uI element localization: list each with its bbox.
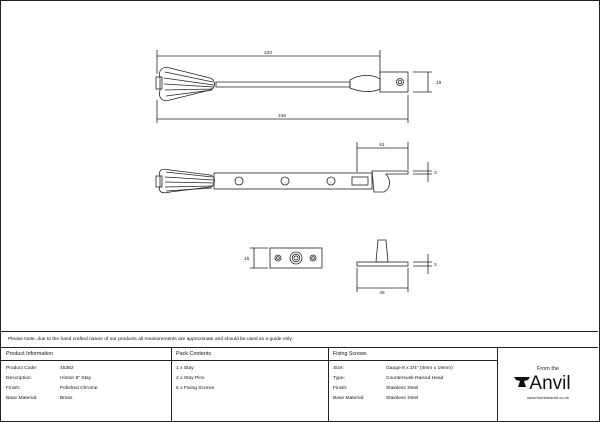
dim-plate-width: 16 [244,257,250,262]
dim-pin-thickness: 3 [434,263,437,268]
logo-tagline: From the [536,366,560,372]
logo-brand: Anvil [529,373,571,394]
dim-pin-depth: 45 [379,291,385,296]
description-label: Description: [6,376,32,381]
base-material-label: Base Material: [6,396,38,401]
dimension-lines-pin [357,254,432,292]
anvil-icon [514,377,530,387]
pack-item: 6 x Fixing Screws [176,386,215,391]
product-code-value: 45362 [60,366,74,371]
stay-side-view [156,169,408,193]
product-code-label: Product Code: [6,366,38,371]
screw-material-label: Base Material: [333,396,365,401]
from-the-anvil-logo [508,363,588,403]
dim-total-length: 246 [277,114,287,119]
stay-top-view [156,67,408,100]
dimension-lines-side [357,142,432,182]
disclaimer-note: Please Note, due to the hand crafted nature of our products all measurements are approximate and should be used as a guide only. [8,337,293,342]
divider-table [0,347,598,348]
screw-finish-value: Stainless Steel [386,386,419,391]
dim-side-thickness: 3 [434,171,437,176]
product-info-heading: Product Information [6,351,54,357]
header-divider [0,360,497,361]
dimension-lines-top [157,50,432,123]
screw-type-value: Countersunk Raised Head [386,376,444,381]
divider-top [0,331,598,332]
pack-contents-heading: Pack Contents [176,351,212,357]
base-material-value: Brass [60,396,73,401]
screw-size-value: Gauge 8 x 3/4" (4mm x 19mm) [386,366,453,371]
stay-pin-view [357,240,408,266]
dim-end-height: 18 [436,81,442,86]
description-value: Hinton 8" Stay [60,376,92,381]
dim-overall-length: 220 [263,51,273,56]
logo-url: www.fromtheanvil.co.uk [526,395,570,400]
screw-finish-label: Finish: [333,386,348,391]
dim-side-depth: 61 [379,143,385,148]
dimension-lines-plate [250,248,268,268]
screw-size-label: Size: [333,366,344,371]
finish-label: Finish: [6,386,21,391]
pack-item: 1 x Stay [176,366,194,371]
screw-type-label: Type: [333,376,345,381]
screw-material-value: Stainless Steel [386,396,419,401]
column-divider-3 [497,348,498,422]
pin-plate-view [270,248,322,268]
finish-value: Polished Chrome [60,386,98,391]
pack-item: 2 x Stay Pins [176,376,205,381]
fixing-screws-heading: Fixing Screws [333,351,367,357]
